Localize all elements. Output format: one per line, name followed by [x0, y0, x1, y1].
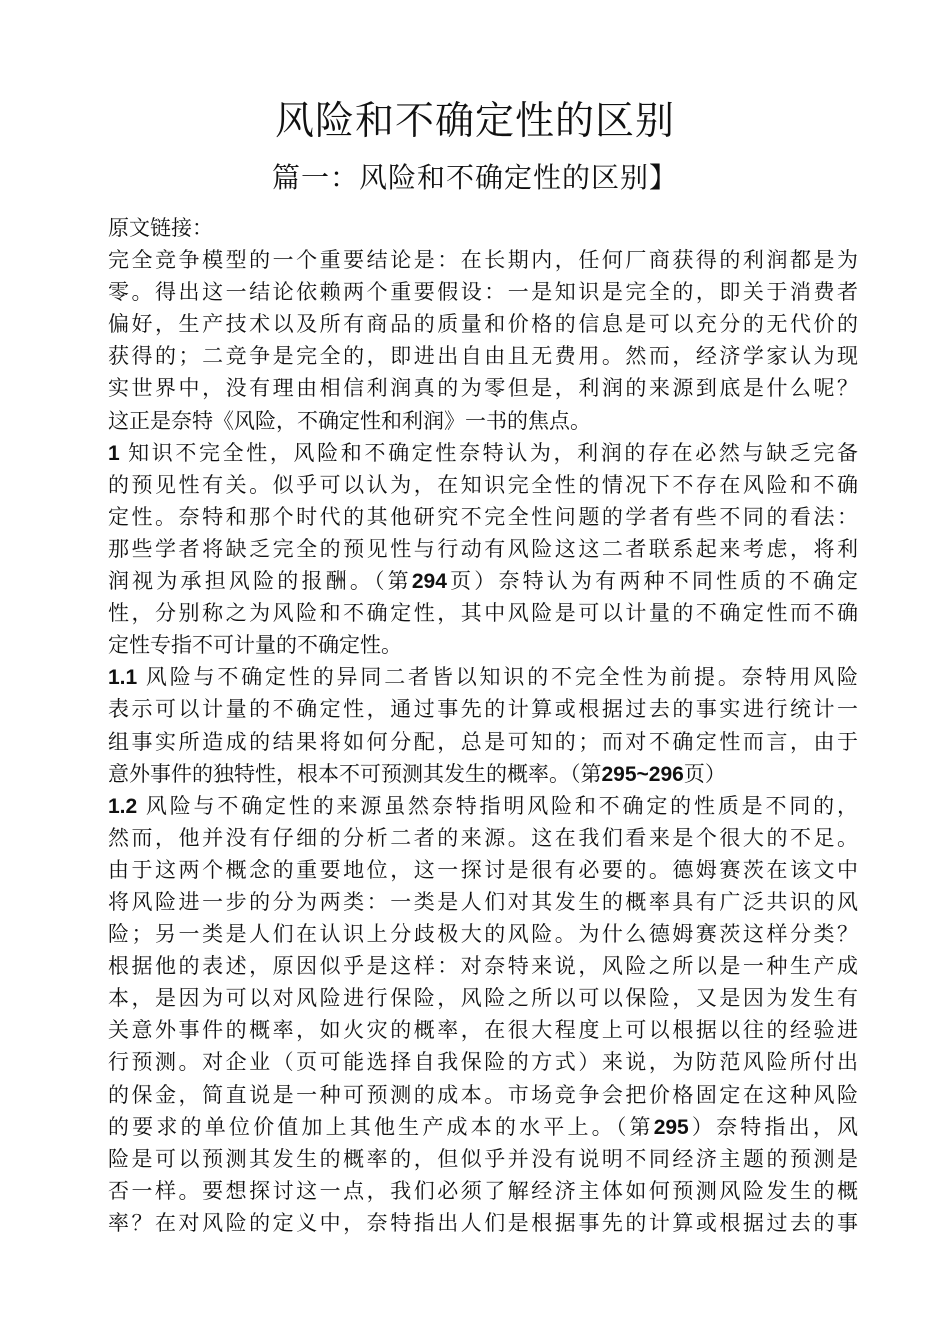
- text-line: [108, 886, 858, 918]
- text-line: [108, 372, 858, 404]
- line-text: 获得的；二竞争是完全的，即进出自由且无费用。然而，经济学家认为现: [108, 344, 858, 369]
- text-line: [108, 1014, 858, 1046]
- text-line: [108, 661, 858, 693]
- text-line: [108, 533, 858, 565]
- line-text: 组事实所造成的结果将如何分配，总是可知的；而对不确定性而言，由于: [108, 729, 858, 754]
- line-text: 表示可以计量的不确定性，通过事先的计算或根据过去的事实进行统计一: [108, 697, 858, 722]
- text-line: [108, 790, 858, 822]
- text-line: [108, 340, 858, 372]
- line-text: 由于这两个概念的重要地位，这一探讨是很有必要的。德姆赛茨在该文中: [108, 857, 858, 882]
- line-text: 润视为承担风险的报酬。（第: [108, 569, 412, 594]
- line-text: 险是可以预测其发生的概率的，但似乎并没有说明不同经济主题的预测是: [108, 1146, 858, 1171]
- text-line: [108, 1175, 858, 1207]
- page-reference-number: 295: [653, 1115, 689, 1139]
- text-line: [108, 276, 858, 308]
- document-body: [108, 212, 858, 1239]
- line-text: 关意外事件的概率，如火灾的概率，在很大程度上可以根据以往的经验进: [108, 1018, 858, 1043]
- text-line: [108, 854, 858, 886]
- line-text: 行预测。对企业（页可能选择自我保险的方式）来说，为防范风险所付出: [108, 1050, 858, 1075]
- line-text: 的保金，简直说是一种可预测的成本。市场竞争会把价格固定在这种风险: [108, 1082, 858, 1107]
- section-number: 1: [108, 441, 129, 465]
- line-text-tail: ）奈特指出，风: [688, 1114, 859, 1139]
- line-text: 根据他的表述，原因似乎是这样：对奈特来说，风险之所以是一种生产成: [108, 954, 858, 979]
- line-text: 原文链接：: [108, 216, 213, 240]
- line-text: 将风险进一步的分为两类：一类是人们对其发生的概率具有广泛共识的风: [108, 889, 858, 914]
- text-line: [108, 308, 858, 340]
- text-line: [108, 758, 858, 790]
- line-text: 本，是因为可以对风险进行保险，风险之所以可以保险，又是因为发生有: [108, 986, 858, 1011]
- line-text: 的要求的单位价值加上其他生产成本的水平上。（第: [108, 1114, 654, 1139]
- line-text: 率？在对风险的定义中，奈特指出人们是根据事先的计算或根据过去的事: [108, 1210, 858, 1235]
- section-number: 1.1: [108, 666, 146, 690]
- line-text: 性，分别称之为风险和不确定性，其中风险是可以计量的不确定性而不确: [108, 601, 858, 626]
- text-line: [108, 982, 858, 1014]
- text-line: [108, 918, 858, 950]
- document-title: 风险和不确定性的区别: [274, 99, 675, 144]
- text-line: [108, 1207, 858, 1239]
- text-line: [108, 501, 858, 533]
- text-line: [108, 950, 858, 982]
- line-text: 实世界中，没有理由相信利润真的为零但是，利润的来源到底是什么呢？: [108, 376, 858, 401]
- text-line: [108, 212, 858, 244]
- line-text: 定性。奈特和那个时代的其他研究不完全性问题的学者有些不同的看法：: [108, 504, 858, 529]
- text-line: [108, 1079, 858, 1111]
- text-line: [108, 565, 858, 597]
- line-text: 否一样。要想探讨这一点，我们必须了解经济主体如何预测风险发生的概: [108, 1178, 858, 1203]
- page-reference-number: 295~296: [601, 762, 684, 786]
- line-text: 然而，他并没有仔细的分析二者的来源。这在我们看来是个很大的不足。: [108, 825, 858, 850]
- page-reference-number: 294: [411, 570, 447, 594]
- text-line: [108, 693, 858, 725]
- line-text: 知识不完全性，风险和不确定性奈特认为，利润的存在必然与缺乏完备: [128, 440, 859, 465]
- section-number: 1.2: [108, 794, 146, 818]
- text-line: [108, 1143, 858, 1175]
- text-line: [108, 726, 858, 758]
- text-line: [108, 629, 858, 661]
- line-text: 完全竞争模型的一个重要结论是：在长期内，任何厂商获得的利润都是为: [108, 248, 858, 273]
- line-text: 零。得出这一结论依赖两个重要假设：一是知识是完全的，即关于消费者: [108, 280, 858, 305]
- line-text: 风险与不确定性的来源虽然奈特指明风险和不确定的性质是不同的，: [145, 793, 859, 818]
- text-line: [108, 822, 858, 854]
- line-text: 这正是奈特《风险，不确定性和利润》一书的焦点。: [108, 408, 591, 433]
- line-text: 偏好，生产技术以及所有商品的质量和价格的信息是可以充分的无代价的: [108, 312, 858, 337]
- line-text: 风险与不确定性的异同二者皆以知识的不完全性为前提。奈特用风险: [145, 665, 859, 690]
- text-line: [108, 244, 858, 276]
- line-text: 那些学者将缺乏完全的预见性与行动有风险这这二者联系起来考虑，将利: [108, 536, 858, 561]
- text-line: [108, 405, 858, 437]
- line-text-tail: 页）: [683, 761, 726, 786]
- text-line: [108, 437, 858, 469]
- line-text-tail: 页）奈特认为有两种不同性质的不确定: [446, 569, 859, 594]
- line-text: 定性专指不可计量的不确定性。: [108, 633, 402, 658]
- line-text: 意外事件的独特性，根本不可预测其发生的概率。（第: [108, 761, 602, 786]
- document-subtitle: 篇一：风险和不确定性的区别】: [271, 161, 678, 194]
- text-line: [108, 1046, 858, 1078]
- text-line: [108, 597, 858, 629]
- text-line: [108, 1111, 858, 1143]
- line-text: 险；另一类是人们在认识上分歧极大的风险。为什么德姆赛茨这样分类？: [108, 922, 858, 947]
- text-line: [108, 469, 858, 501]
- line-text: 的预见性有关。似乎可以认为，在知识完全性的情况下不存在风险和不确: [108, 472, 858, 497]
